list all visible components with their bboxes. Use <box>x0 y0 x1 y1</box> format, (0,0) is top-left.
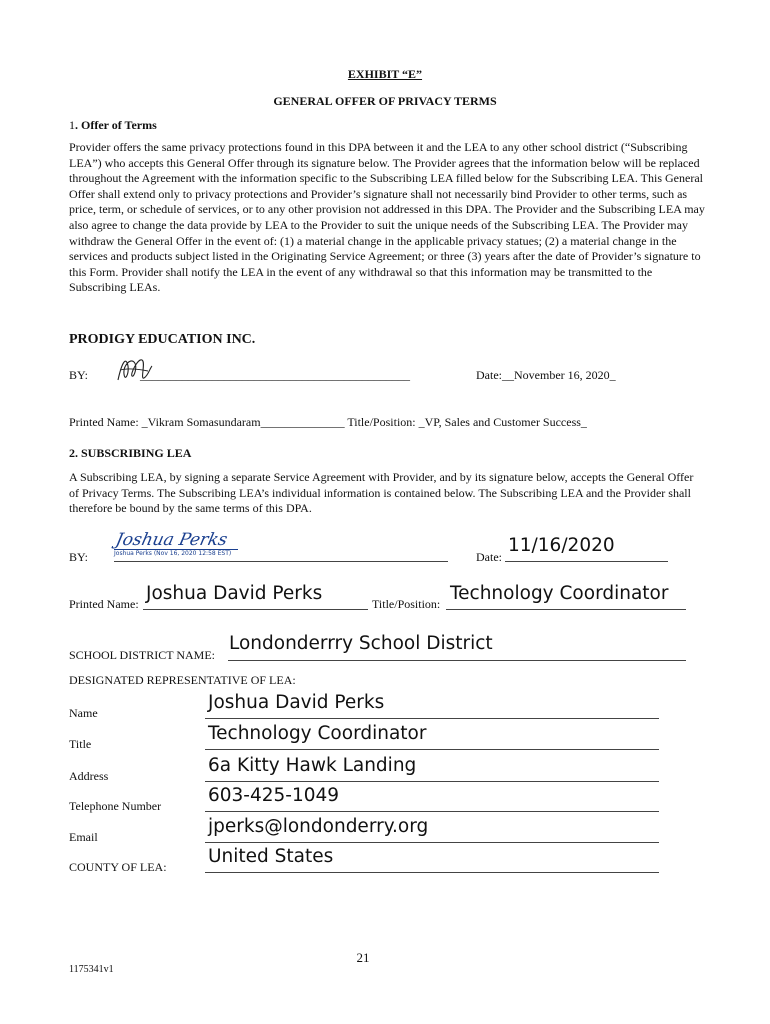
provider-company: PRODIGY EDUCATION INC. <box>69 332 256 347</box>
subscriber-title-rule <box>446 609 686 610</box>
district-label: SCHOOL DISTRICT NAME: <box>69 648 216 662</box>
general-offer-title: GENERAL OFFER OF PRIVACY TERMS <box>273 94 497 108</box>
subscriber-printed-name-rule <box>143 609 368 610</box>
subscriber-signature-name: Joshua Perks <box>113 530 230 550</box>
rep-row-value[interactable]: jperks@londonderry.org <box>208 816 429 837</box>
district-value[interactable]: Londonderrry School District <box>229 633 493 654</box>
exhibit-title: EXHIBIT “E” <box>347 67 423 81</box>
rep-row-rule <box>205 872 659 873</box>
designated-representative-label: DESIGNATED REPRESENTATIVE OF LEA: <box>69 673 296 687</box>
section1-paragraph: Provider offers the same privacy protections found in this DPA between it and the LEA to any other school district (“Subscribing LEA”) who accepts this General Offer through its signature below. The Provider agrees that the information below will be replaced throughout the Agreement with the information specific to the Subscribing LEA filled below for the Subscribing LEA. This General Offer shall extend only to privacy protections and Provider’s signature shall not necessarily bind Provider to other terms, such as price, term, or schedule of services, or to any other provision not addressed in this DPA. The Provider and the Subscribing LEA may also agree to change the data provide by LEA to the Provider to suit the unique needs of the Subscribing LEA. The Provider may withdraw the General Offer in the event of: (1) a material change in the applicable privacy statues; (2) a material change in the services and products subject listed in the Originating Service Agreement; or three (3) years after the date of Provider’s signature to this Form. Provider shall notify the LEA in the event of any withdrawal so that this information may be transmitted to the Subscribing LEAs. <box>69 140 705 295</box>
page-number: 21 <box>356 950 370 965</box>
section2-paragraph: A Subscribing LEA, by signing a separate Service Agreement with Provider, and by its signature below, accepts the General Offer of Privacy Terms. The Subscribing LEA’s individual information is contained below. The Subscribing LEA and the Provider shall therefore be bound by the same terms of this DPA. <box>69 470 694 516</box>
subscriber-title-value[interactable]: Technology Coordinator <box>450 583 669 604</box>
subscriber-by-label: BY: <box>69 550 88 564</box>
rep-row-label: Telephone Number <box>69 799 162 813</box>
subscriber-title-label: Title/Position: <box>372 597 441 611</box>
rep-row-rule <box>205 811 659 812</box>
subscriber-date-value[interactable]: 11/16/2020 <box>508 535 615 556</box>
provider-printed-name: Printed Name: _Vikram Somasundaram______________ Title/Position: _VP, Sales and Customer Success_ <box>69 415 587 429</box>
provider-by-line: _____________________________________________ <box>140 368 410 382</box>
section1-heading <box>69 118 157 133</box>
provider-date: Date:__November 16, 2020_ <box>476 368 616 382</box>
rep-row-label: Title <box>69 737 92 751</box>
subscriber-date-label: Date: <box>476 550 502 564</box>
subscriber-printed-name-label: Printed Name: <box>69 597 139 611</box>
provider-by-label: BY: <box>69 368 88 382</box>
subscriber-signature-stamp: Joshua Perks (Nov 16, 2020 12:58 EST) <box>114 550 232 557</box>
section2-heading: 2. SUBSCRIBING LEA <box>69 446 192 460</box>
rep-row-value[interactable]: 6a Kitty Hawk Landing <box>208 755 417 776</box>
rep-row-value[interactable]: 603-425-1049 <box>208 785 340 806</box>
subscriber-by-rule <box>114 561 448 562</box>
rep-row-label: Name <box>69 706 98 720</box>
rep-row-label: COUNTY OF LEA: <box>69 860 167 874</box>
rep-row-value[interactable]: Joshua David Perks <box>208 692 385 713</box>
subscriber-date-rule <box>505 561 668 562</box>
rep-row-rule <box>205 749 659 750</box>
rep-row-label: Address <box>69 769 109 783</box>
rep-row-value[interactable]: United States <box>208 846 334 867</box>
rep-row-rule <box>205 718 659 719</box>
district-rule <box>228 660 686 661</box>
subscriber-signature[interactable] <box>114 530 244 560</box>
section1-number: 1 <box>69 118 75 132</box>
document-id: 1175341v1 <box>69 964 114 975</box>
rep-row-value[interactable]: Technology Coordinator <box>208 723 427 744</box>
subscriber-printed-name-value[interactable]: Joshua David Perks <box>146 583 323 604</box>
rep-row-rule <box>205 781 659 782</box>
rep-row-rule <box>205 842 659 843</box>
rep-row-label: Email <box>69 830 98 844</box>
section1-heading-text: . Offer of Terms <box>75 118 157 132</box>
